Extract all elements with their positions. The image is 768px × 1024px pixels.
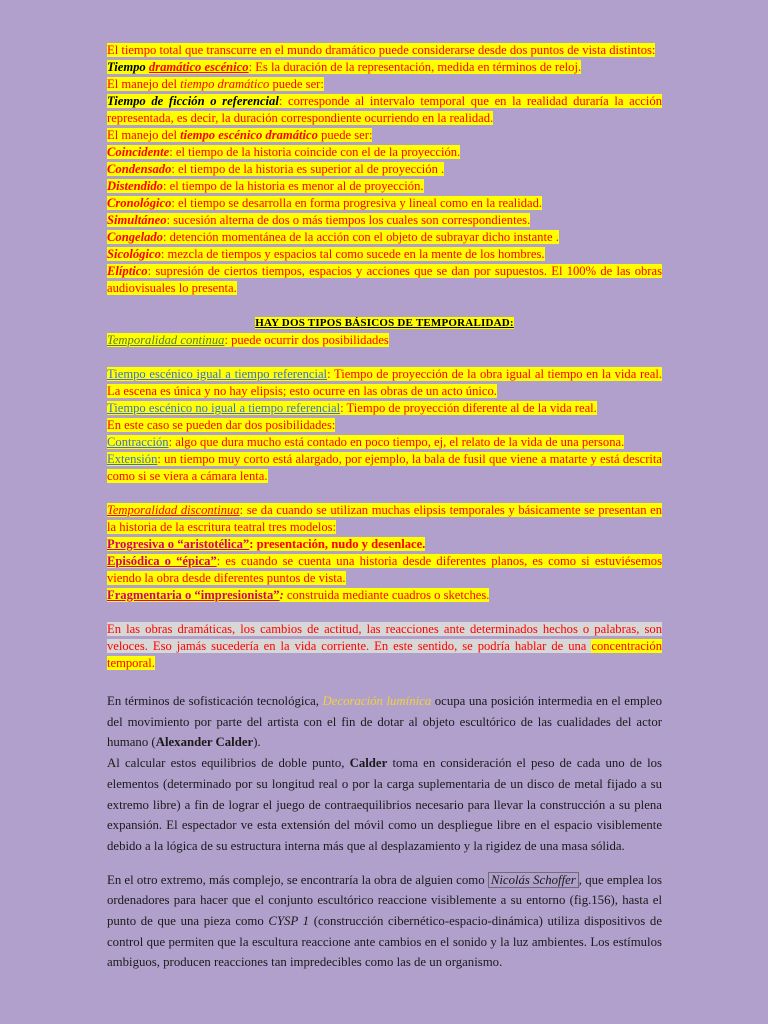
manejo1-suffix: puede ser: — [269, 77, 324, 91]
term-extension: Extensión — [107, 452, 158, 466]
term-tiempo-igual: Tiempo escénico igual a tiempo referencial — [107, 367, 328, 381]
fragmentaria-colon: : — [279, 588, 284, 602]
obras-text: En las obras dramáticas, los cambios de actitud, las reacciones ante determinados hechos o palabras, son veloces. Eso jamás sucedería en la vida corriente. En este sentido, se podría hablar de una — [107, 622, 662, 653]
term-temporalidad-discontinua: Temporalidad discontinua — [107, 503, 240, 517]
list-item-term: Coincidente — [107, 145, 170, 159]
list-item — [107, 212, 662, 229]
p3-e: (construcción cibernético-espacio-dinámica) utiliza dispositivos de control que permiten que la escultura reaccione ante cambios en el sonido y la luz ambientes. Los estímulos ambiguos, producen reacciones tan impredecibles como las de un organismo. — [107, 914, 662, 970]
paragraph-manejo-2 — [107, 127, 662, 144]
term-temporalidad-continua: Temporalidad continua — [107, 333, 225, 347]
list-item-text: : el tiempo de la historia coincide con el de la proyección. — [169, 145, 461, 159]
list-item-term: Condensado — [107, 162, 172, 176]
list-item-term: Cronológico — [107, 196, 172, 210]
paragraph-obras-dramaticas — [107, 621, 662, 672]
paragraph-temporalidad-continua — [107, 332, 662, 349]
def-progresiva: : presentación, nudo y desenlace. — [249, 537, 426, 551]
intro-text: El tiempo total que transcurre en el mundo dramático puede considerarse desde dos puntos de vista distintos: — [107, 43, 656, 57]
paragraph-tiempo-dramatico — [107, 59, 662, 76]
paragraph-calder-1 — [107, 691, 662, 753]
list-item-term: Sicológico — [107, 247, 161, 261]
p2-c: toma en consideración el peso de cada uno de los elementos (determinado por su longitud real o por la carga suplementaria de un disco de metal fijado a su extremo libre) a fin de lograr el juego de contraequilibrios necesario para llevar la construcción a su plena expansión. El espectador ve esta extensión del móvil como un despliegue libre en el espacio visiblemente debido a la lógica de su estructura interna más que al desplazamiento y la rigidez de una masa sólida. — [107, 756, 663, 853]
term-tiempo-no-igual: Tiempo escénico no igual a tiempo referencial — [107, 401, 341, 415]
document-page — [107, 42, 662, 973]
term-fragmentaria: Fragmentaria o “impresionista” — [107, 588, 280, 602]
paragraph-temporalidad-discontinua — [107, 502, 662, 536]
p1-e: ). — [253, 735, 261, 750]
concentracion-temporal: concentración temporal — [107, 639, 662, 670]
def-contraccion: : algo que dura mucho está contado en poco tiempo, ej, el relato de la vida de una persona. — [168, 435, 625, 449]
def-episodica: : es cuando se cuenta una historia desde diferentes planos, es como si estuviésemos viendo la obra desde diferentes puntos de vista. — [107, 554, 662, 585]
p1-a: En términos de sofisticación tecnológica, — [107, 694, 323, 708]
def-fragmentaria: construida mediante cuadros o sketches. — [283, 588, 490, 602]
list-item-text: : el tiempo de la historia es superior al de proyección . — [171, 162, 445, 176]
cysp-1: CYSP 1 — [268, 914, 310, 929]
term-tiempo-ficcion: Tiempo de ficción o referencial — [107, 94, 279, 108]
list-item — [107, 161, 662, 178]
section-escultura — [107, 691, 662, 973]
paragraph-contraccion — [107, 434, 662, 451]
def-tiempo-no-igual: : Tiempo de proyección diferente al de la vida real. — [340, 401, 597, 415]
alexander-calder: Alexander Calder — [155, 735, 254, 750]
list-tiempo-types — [107, 144, 662, 297]
paragraph-extension — [107, 451, 662, 485]
list-item-term: Simultáneo — [107, 213, 167, 227]
term-dramatico-escenico: dramático escénico — [148, 60, 249, 74]
manejo2-prefix: El manejo del — [107, 128, 181, 142]
p2-a: Al calcular estos equilibrios de doble punto, — [107, 756, 350, 771]
def-tiempo-igual: : Tiempo de proyección de la obra igual al tiempo en la vida real. La escena es única y no hay elipsis; esto ocurre en las obras de un acto único. — [107, 367, 662, 398]
term-contraccion: Contracción — [107, 435, 169, 449]
list-item-text: : el tiempo se desarrolla en forma progresiva y lineal como en la realidad. — [171, 196, 543, 210]
list-item-text: : sucesión alterna de dos o más tiempos los cuales son correspondientes. — [166, 213, 531, 227]
def-tiempo-ficcion: : corresponde al intervalo temporal que en la realidad duraría la acción representada, es decir, la duración correspondiente ocurriendo en la realidad. — [107, 94, 662, 125]
paragraph-tiempo-ficcion — [107, 93, 662, 127]
p1-c: ocupa una posición intermedia en el empleo del movimiento por parte del artista con el fin de dotar al objeto escultórico de las cualidades del actor humano ( — [107, 694, 662, 750]
list-item-text: : detención momentánea de la acción con el objeto de subrayar dicho instante . — [162, 230, 559, 244]
paragraph-calder-2 — [107, 753, 662, 857]
list-item-text: : mezcla de tiempos y espacios tal como sucede en la mente de los hombres. — [160, 247, 545, 261]
nicolas-schoffer: Nicolás Schoffer — [488, 872, 579, 888]
manejo1-prefix: El manejo del — [107, 77, 181, 91]
list-item — [107, 229, 662, 246]
paragraph-schoffer — [107, 870, 662, 974]
paragraph-fragmentaria — [107, 587, 662, 604]
paragraph-intro — [107, 42, 662, 59]
list-item-term: Congelado — [107, 230, 163, 244]
term-episodica: Episódica o “épica” — [107, 554, 217, 568]
list-item — [107, 178, 662, 195]
paragraph-tiempo-igual — [107, 366, 662, 400]
list-item — [107, 246, 662, 263]
calder: Calder — [349, 756, 388, 771]
list-item-term: Elíptico — [107, 264, 148, 278]
paragraph-progresiva — [107, 536, 662, 553]
manejo1-term: tiempo dramático — [180, 77, 270, 91]
list-item — [107, 144, 662, 161]
decoracion-luminica: Decoración lumínica — [322, 694, 432, 708]
def-extension: : un tiempo muy corto está alargado, por ejemplo, la bala de fusil que viene a matarte y está descrita como si se viera a cámara lenta. — [107, 452, 662, 483]
p3-c: , que emplea los ordenadores para hacer que el conjunto escultórico reaccione visiblemente a su entorno (fig.156), hasta el punto de que una pieza como — [107, 872, 662, 929]
list-item-text: : el tiempo de la historia es menor al de proyección. — [162, 179, 424, 193]
term-tiempo: Tiempo — [107, 60, 146, 74]
manejo2-suffix: puede ser: — [317, 128, 373, 142]
list-item — [107, 195, 662, 212]
paragraph-episodica — [107, 553, 662, 587]
paragraph-caso — [107, 417, 662, 434]
list-item-term: Distendido — [107, 179, 163, 193]
paragraph-manejo-1 — [107, 76, 662, 93]
list-item-text: : supresión de ciertos tiempos, espacios y acciones que se dan por supuestos. El 100% de las obras audiovisuales lo presenta. — [107, 264, 662, 295]
paragraph-tiempo-no-igual — [107, 400, 662, 417]
paragraph-heading — [107, 314, 662, 332]
caso-text: En este caso se pueden dar dos posibilidades: — [107, 418, 336, 432]
def-temporalidad-discontinua: : se da cuando se utilizan muchas elipsis temporales y básicamente se presentan en la historia de la escritura teatral tres modelos: — [107, 503, 662, 534]
obras-period: . — [151, 656, 155, 670]
list-item — [107, 263, 662, 297]
p3-a: En el otro extremo, más complejo, se encontraría la obra de alguien como — [107, 872, 488, 887]
term-progresiva: Progresiva o “aristotélica” — [107, 537, 250, 551]
def-temporalidad-continua: : puede ocurrir dos posibilidades — [224, 333, 389, 347]
section-heading: HAY DOS TIPOS BÁSICOS DE TEMPORALIDAD: — [255, 317, 514, 329]
def-tiempo-dramatico: : Es la duración de la representación, medida en términos de reloj. — [248, 60, 582, 74]
manejo2-term: tiempo escénico dramático — [180, 128, 318, 142]
